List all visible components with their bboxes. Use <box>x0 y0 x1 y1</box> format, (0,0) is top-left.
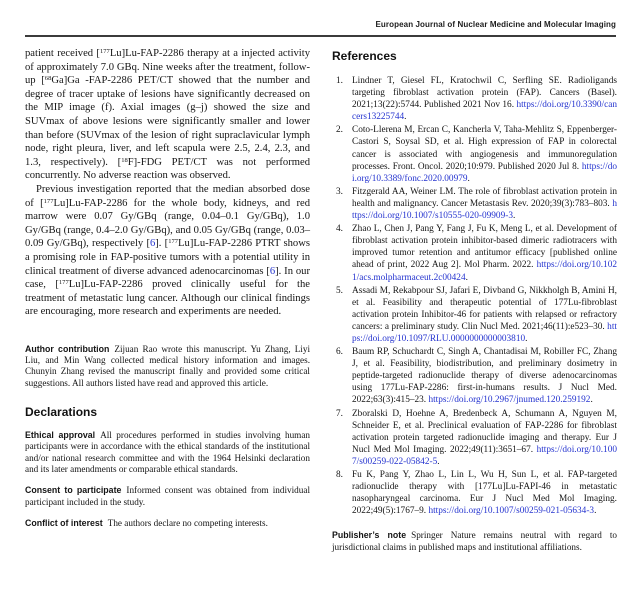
left-column <box>25 47 310 553</box>
isotope-superscript: 177 <box>58 279 69 287</box>
reference-text <box>352 408 617 468</box>
journal-title: European Journal of Nuclear Medicine and Molecular Imaging <box>375 20 616 29</box>
isotope-superscript: 68 <box>44 75 52 83</box>
text-segment: Lu]Lu-FAP-2286 proved clinically useful for the treatment of metastatic lung cancer. Although our clinical findings are encouraging, more research and experiments are needed. <box>25 279 310 318</box>
ethical-approval-label: Ethical approval <box>25 430 96 441</box>
text-segment: patient received [ <box>25 48 100 59</box>
ethical-approval-text: All procedures performed in studies involving human participants were in accordance with the ethical standards of the institutional and/or national research committee and with the 1964 Helsinki declaration and its later amendments or comparable ethical standards. <box>25 430 310 474</box>
text-segment: Baum RP, Schuchardt C, Singh A, Chantadisai M, Robiller FC, Zhang J, et al. Feasibility, biodistribution, and preliminary dosimetry in peptide-targeted radionuclide therapy of diverse adenocarcinomas using 177Lu-FAP-2286: first-in-humans results. J Nucl Med. 2022;63(3):415–23. <box>352 347 617 406</box>
reference-number: 8. <box>336 470 343 480</box>
text-segment: Lu]Lu-FAP-2286 PTRT shows a promising role in FAP-positive tumors with a potential utility in clinical treatment of diverse advanced adenocarcinomas [ <box>25 238 310 277</box>
reference-number: 5. <box>336 285 343 296</box>
text-segment: Assadi M, Rekabpour SJ, Jafari E, Divband G, Nikkholgh B, Amini H, et al. Feasibility and therapeutic potential of 177Lu-fibroblast activation protein Inhibitor-46 for patients with relapsed or refractory cancers: a preliminary study. Clin Nucl Med. 2021;46(11):e523–30. <box>352 285 617 332</box>
text-segment: . <box>404 112 407 123</box>
text-segment: . <box>465 272 468 283</box>
doi-link[interactable]: https://doi.org/10.3390/cancers13225744 <box>352 100 617 123</box>
doi-link[interactable]: https://doi.org/10.1007/s10555-020-09909-3 <box>352 198 617 222</box>
text-segment: ]. [ <box>155 238 169 250</box>
reference-item <box>336 285 617 345</box>
backmatter <box>25 344 310 389</box>
running-head <box>25 20 616 29</box>
text-segment: . <box>590 395 593 406</box>
reference-item <box>336 124 617 184</box>
reference-item <box>336 469 617 517</box>
citation-link[interactable]: 6 <box>269 265 276 277</box>
text-segment: . <box>467 173 470 184</box>
text-segment: . <box>512 211 516 222</box>
doi-link[interactable]: https://doi.org/10.3389/fonc.2020.00979 <box>352 161 617 184</box>
reference-number: 4. <box>336 224 343 235</box>
text-segment: . <box>525 333 528 344</box>
conflict-of-interest <box>25 518 310 529</box>
text-segment: . <box>437 456 440 467</box>
reference-number: 6. <box>336 347 343 358</box>
text-segment: ]. In our case, [ <box>25 265 310 291</box>
reference-text <box>352 346 617 406</box>
text-segment: F]-FDG PET/CT was not performed concurrently. No adverse reaction was observed. <box>25 156 310 182</box>
text-segment: Zboralski D, Hoehne A, Bredenbeck A, Schumann A, Nguyen M, Schneider E, et al. Preclinical evaluation of FAP-2286 for fibroblast activation protein targeted radionuclide imaging and therapy. Eur J Nucl Med Mol Imaging. 2022;49(11):3651–67. <box>352 408 617 455</box>
isotope-superscript: 177 <box>168 238 179 246</box>
doi-link[interactable]: https://doi.org/10.1021/acs.molpharmaceut.2c00424 <box>352 260 617 283</box>
text-segment: Lu]Lu-FAP-2286 therapy at a injected activity of approximately 7.0 GBq. Nine weeks after the treatment, follow-up [ <box>25 48 310 87</box>
reference-number: 1. <box>336 76 343 86</box>
reference-item <box>336 186 617 222</box>
reference-number: 7. <box>336 408 343 419</box>
reference-text <box>352 223 617 283</box>
author-contribution-label: Author contribution <box>25 343 110 354</box>
doi-link[interactable]: https://doi.org/10.1007/s00259-022-05842-5 <box>352 444 617 467</box>
citation-link[interactable]: 6 <box>149 238 156 250</box>
reference-text <box>352 75 617 123</box>
reference-text <box>352 186 617 222</box>
isotope-superscript: 18 <box>121 156 128 164</box>
references-list <box>336 75 617 517</box>
conflict-of-interest-label: Conflict of interest <box>25 517 103 528</box>
reference-item <box>336 223 617 283</box>
text-segment: Fu K, Pang Y, Zhao L, Lin L, Wu H, Sun L, et al. FAP-targeted radionuclide therapy with [177Lu]Lu-FAPI-46 in metastatic nasopharyngeal carcinoma. Eur J Nucl Med Mol Imaging. 2022;49(5):1767–9. <box>352 470 617 517</box>
two-column-body <box>25 47 616 553</box>
consent-to-participate-label: Consent to participate <box>25 485 122 496</box>
publishers-note-label: Publisher’s note <box>332 530 407 541</box>
publishers-note-text: Springer Nature remains neutral with regard to jurisdictional claims in published maps and institutional affiliations. <box>332 530 617 552</box>
reference-number: 2. <box>336 125 343 136</box>
reference-item <box>336 408 617 468</box>
body-paragraph-1 <box>25 47 310 183</box>
author-contribution-text: Zijuan Rao wrote this manuscript. Yu Zhang, Liyi Liu, and Min Wang collected medical history information and images. Chunyin Zhang revised the manuscript finally and provided some critical suggestions. All authors listed have read and approved this article. <box>25 343 311 388</box>
reference-item <box>336 346 617 406</box>
header-rule <box>25 35 616 37</box>
reference-text <box>352 285 617 345</box>
reference-item <box>336 75 617 123</box>
publishers-note <box>332 530 617 553</box>
text-segment: Coto-Llerena M, Ercan C, Kancherla V, Taha-Mehlitz S, Eppenberger-Castori S, Soysal SD, et al. High expression of FAP in colorectal cancer is associated with angiogenesis and immunoregulation processes. Front. Oncol. 2020;10:979. Published 2020 Jul 8. <box>352 125 617 172</box>
reference-text <box>352 469 617 517</box>
reference-number: 3. <box>336 186 343 197</box>
text-segment: Lu]Lu-FAP-2286 for the whole body, kidneys, and red marrow were 0.07 Gy/GBq (range, 0.04–0.1 Gy/GBq), 1.0 Gy/GBq (range, 0.4–2.0 Gy/GBq), and 0.05 Gy/GBq (range, 0.03–0.09 Gy/GBq), respectively [ <box>25 197 310 250</box>
reference-text <box>352 124 617 184</box>
doi-link[interactable]: https://doi.org/10.1097/RLU.0000000000003810 <box>352 321 617 344</box>
body-paragraph-2 <box>25 183 310 319</box>
doi-link[interactable]: https://doi.org/10.1007/s00259-021-05634-3 <box>428 506 595 517</box>
consent-to-participate <box>25 485 310 508</box>
text-segment: Previous investigation reported that the median absorbed dose of [ <box>25 183 310 209</box>
text-segment: Lindner T, Giesel FL, Kratochwil C, Serfling SE. Radioligands targeting fibroblast activation protein (FAP). Cancers (Basel). 2021;13(22):5744. Published 2021 Nov 16. <box>352 76 617 111</box>
declarations-heading: Declarations <box>25 405 98 420</box>
doi-link[interactable]: https://doi.org/10.2967/jnumed.120.259192 <box>428 395 591 406</box>
text-segment: Fitzgerald AA, Weiner LM. The role of fibroblast activation protein in health and malignancy. Cancer Metastasis Rev. 2020;39(3):783–803. <box>352 186 617 209</box>
author-contribution <box>25 344 310 389</box>
isotope-superscript: 177 <box>43 197 54 205</box>
ethical-approval <box>25 430 310 475</box>
references-heading: References <box>332 49 397 63</box>
text-segment: Zhao L, Chen J, Pang Y, Fang J, Fu K, Meng L, et al. Development of fibroblast activation protein inhibitor-based dimeric radiotracers with improved tumor retention and antitumor efficacy [published online ahead of print, 2022 Aug 2]. Mol Pharm. 2022. <box>352 224 617 271</box>
consent-to-participate-text: Informed consent was obtained from individual participant included in the study. <box>25 485 310 507</box>
text-segment: Ga]Ga -FAP-2286 PET/CT showed that the number and degree of tracer uptake of lesions have significantly decreased on the MIP image (f). Axial images (g–j) showed the size and SUVmax of above lesions were significantly smaller and lower than before (SUVmax of the lesion of right supraclavicular lymph node, right pleura, liver, and left scapula were 2.5, 2.4, 2.3, and 1.3, respectively). [ <box>25 75 310 168</box>
text-segment: . <box>594 506 597 517</box>
conflict-of-interest-text: The authors declare no competing interests. <box>107 517 268 528</box>
isotope-superscript: 177 <box>99 48 110 56</box>
right-column <box>332 47 617 553</box>
